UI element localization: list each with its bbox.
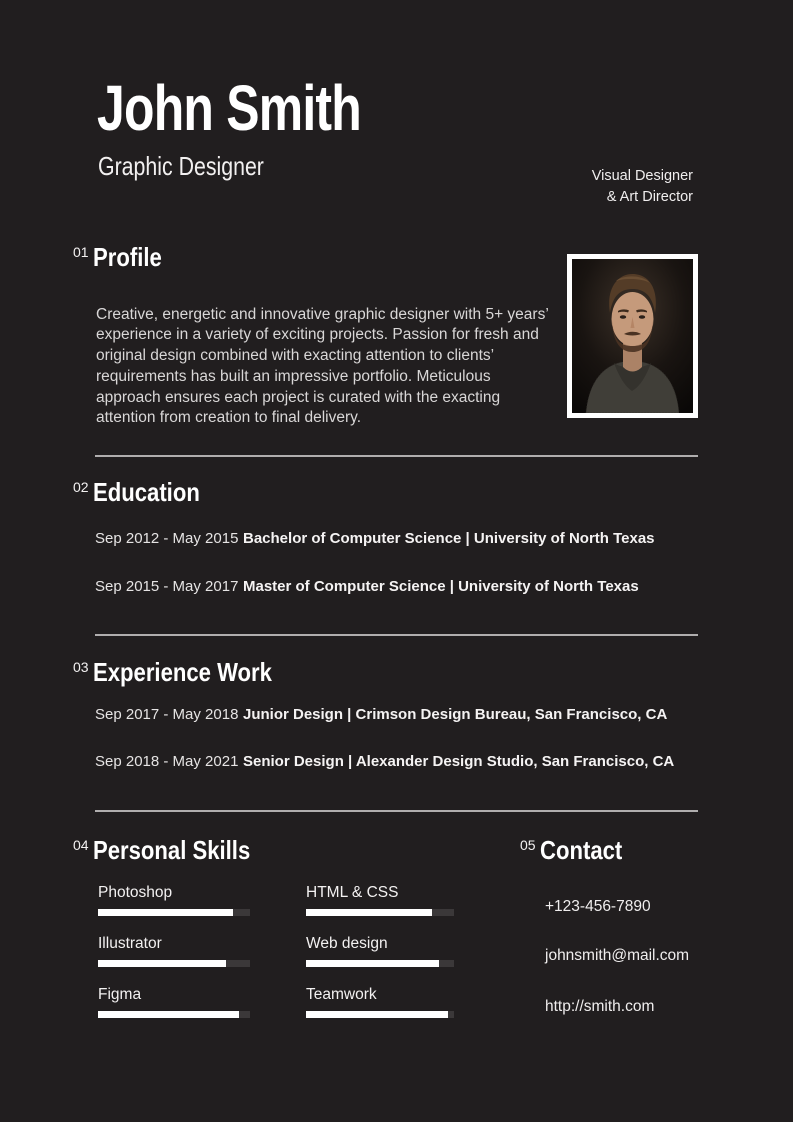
person-title: Graphic Designer — [98, 151, 264, 181]
portrait-image — [572, 259, 693, 413]
contact-email: johnsmith@mail.com — [545, 947, 690, 964]
section-number: 05 — [520, 837, 536, 853]
section-divider — [95, 634, 698, 636]
skill-label: Illustrator — [98, 935, 162, 952]
tagline-line2: & Art Director — [606, 189, 693, 205]
skill-bar-fill — [98, 909, 233, 916]
education-dates: Sep 2015 - May 2017 — [95, 578, 239, 595]
skill-label: Figma — [98, 986, 142, 1003]
experience-role: Junior Design | Crimson Design Bureau, San Francisco, CA — [243, 706, 668, 723]
skill-bar — [306, 960, 454, 967]
section-title: Profile — [93, 242, 162, 272]
skill-item — [98, 986, 250, 1018]
skill-bar-fill — [306, 960, 439, 967]
profile-photo — [567, 254, 698, 418]
experience-dates: Sep 2018 - May 2021 — [95, 753, 239, 770]
section-number: 04 — [73, 837, 89, 853]
section-title: Education — [93, 477, 200, 507]
skill-item — [98, 935, 250, 967]
education-degree: Bachelor of Computer Science | University of North Texas — [243, 530, 655, 547]
section-number: 01 — [73, 244, 89, 260]
skill-label: Web design — [306, 935, 388, 952]
skill-item — [306, 935, 454, 967]
skill-item — [306, 884, 454, 916]
section-heading-skills — [73, 836, 278, 865]
experience-item — [0, 706, 793, 726]
skill-bar — [98, 960, 250, 967]
experience-item — [0, 753, 793, 773]
experience-dates: Sep 2017 - May 2018 — [95, 706, 239, 723]
skill-item — [98, 884, 250, 916]
header-tagline — [592, 166, 693, 208]
contact-website: http://smith.com — [545, 998, 655, 1015]
section-title: Personal Skills — [93, 835, 251, 865]
education-degree: Master of Computer Science | University of North Texas — [243, 578, 639, 595]
section-heading-education — [73, 478, 219, 507]
education-dates: Sep 2012 - May 2015 — [95, 530, 239, 547]
skill-label: HTML & CSS — [306, 884, 399, 901]
person-name: John Smith — [97, 72, 361, 144]
skill-bar — [306, 909, 454, 916]
section-divider — [95, 810, 698, 812]
skills-column-left — [98, 884, 250, 1037]
contact-phone: +123-456-7890 — [545, 898, 651, 915]
section-heading-contact — [520, 836, 637, 865]
section-heading-experience — [73, 658, 304, 687]
skill-bar-fill — [98, 960, 226, 967]
section-number: 02 — [73, 479, 89, 495]
skill-bar — [98, 909, 250, 916]
skill-bar — [306, 1011, 454, 1018]
skill-bar-fill — [306, 909, 432, 916]
skill-bar — [98, 1011, 250, 1018]
skills-column-right — [306, 884, 454, 1037]
education-item — [0, 530, 793, 550]
skill-bar-fill — [306, 1011, 448, 1018]
education-item — [0, 578, 793, 598]
profile-summary: Creative, energetic and innovative graphic designer with 5+ years’ experience in a variety of exciting projects. Passion for fresh and original design combined with exacting attention to clients’ requirements has built an impressive portfolio. Meticulous approach ensures each project is curated with the exacting attention from creation to final delivery. — [96, 305, 549, 427]
skill-bar-fill — [98, 1011, 239, 1018]
section-heading-profile — [73, 243, 174, 272]
tagline-line1: Visual Designer — [591, 168, 693, 184]
experience-role: Senior Design | Alexander Design Studio, San Francisco, CA — [243, 753, 675, 770]
section-number: 03 — [73, 659, 89, 675]
section-divider — [95, 455, 698, 457]
skill-item — [306, 986, 454, 1018]
section-title: Contact — [540, 835, 623, 865]
skill-label: Teamwork — [306, 986, 377, 1003]
section-title: Experience Work — [93, 657, 272, 687]
skill-label: Photoshop — [98, 884, 173, 901]
